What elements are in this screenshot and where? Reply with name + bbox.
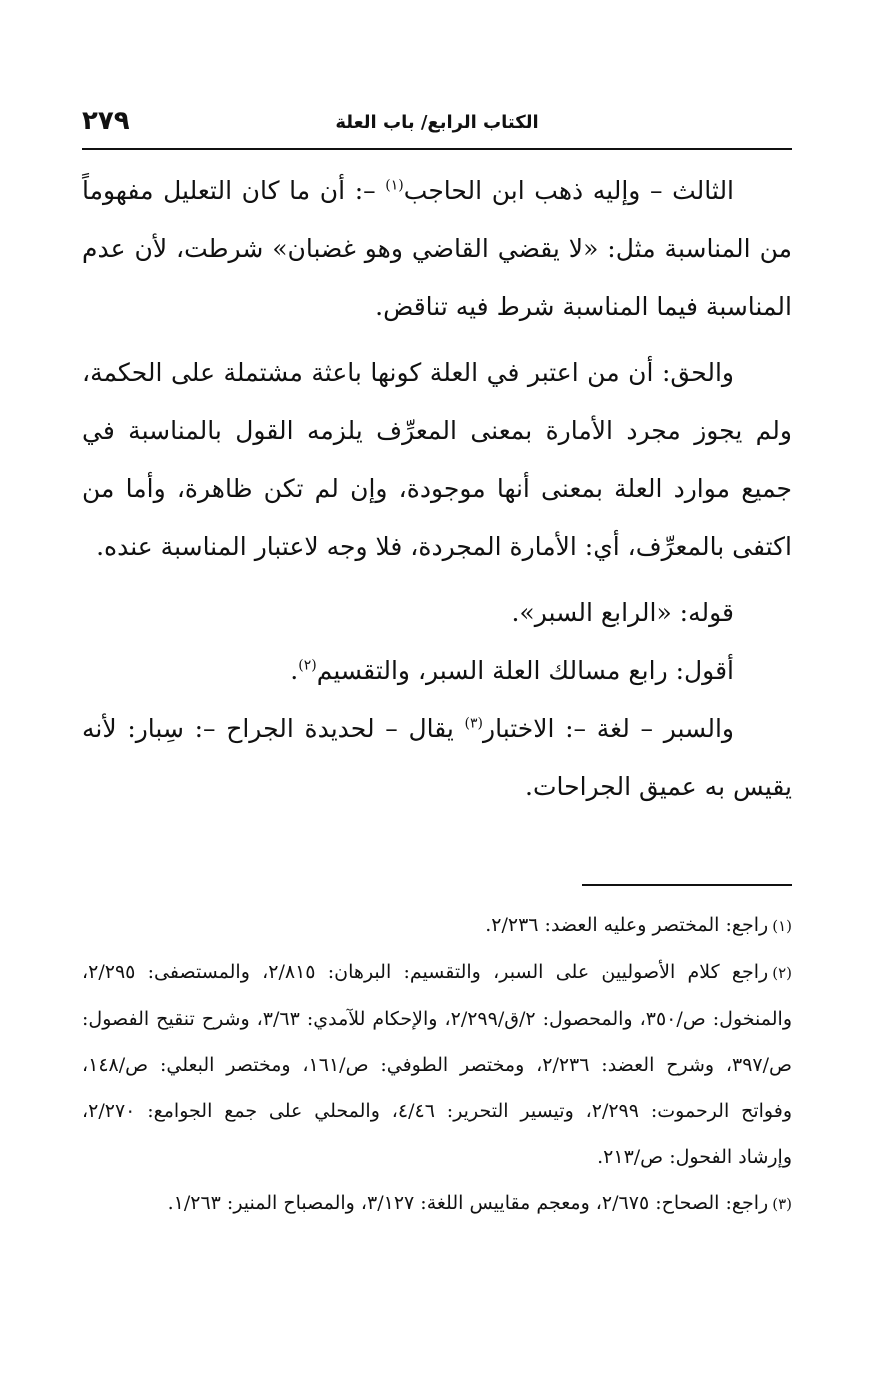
book-page — [82, 102, 793, 1214]
paragraph-5-text-b: يقال – لحديدة الجراح –: سِبار: لأنه يقيس به عميق الجراحات. — [82, 714, 792, 801]
paragraph-1-text-b: –: أن ما كان التعليل مفهوماً من المناسبة مثل: «لا يقضي القاضي وهو غضبان» شرطت، لأن عدم المناسبة فيما المناسبة شرط فيه تناقض. — [82, 176, 792, 321]
main-text — [82, 162, 792, 816]
footnote-number: (٣) — [772, 1195, 792, 1213]
paragraph-1 — [82, 162, 792, 336]
footnote-number: (٢) — [772, 964, 792, 982]
footnotes — [82, 902, 792, 1227]
page-number: ٢٧٩ — [82, 106, 130, 136]
footnote-ref-2: (٢) — [298, 657, 317, 674]
paragraph-2: والحق: أن من اعتبر في العلة كونها باعثة مشتملة على الحكمة، ولم يجوز مجرد الأمارة بمعنى المعرِّف يلزمه القول بالمناسبة في جميع موارد العلة بمعنى أنها موجودة، وإن لم تكن ظاهرة، وأما من اكتفى بالمعرِّف، أي: الأمارة المجردة، فلا وجه لاعتبار المناسبة عنده. — [82, 358, 792, 561]
footnote-text: راجع: الصحاح: ٢/٦٧٥، ومعجم مقاييس اللغة: ٣/١٢٧، والمصباح المنير: ١/٢٦٣. — [167, 1192, 769, 1214]
paragraph-5 — [82, 700, 792, 816]
paragraph-5-text-a: والسبر – لغة –: الاختبار — [483, 714, 734, 743]
footnote-text: راجع كلام الأصوليين على السبر، والتقسيم: البرهان: ٢/٨١٥، والمستصفى: ٢/٢٩٥، والمنخول: ص/٣٥٠، والمحصول: ٢/ق/٢/٢٩٩، والإحكام للآمدي: ٣/٦٣، وشرح تنقيح الفصول: ص/٣٩٧، وشرح العضد: ٢/٢٣٦، ومختصر الطوفي: ص/١٦١، ومختصر البعلي: ص/١٤٨، وفواتح الرحموت: ٢/٢٩٩، وتيسير التحرير: ٤/٤٦، والمحلي على جمع الجوامع: ٢/٢٧٠، وإرشاد الفحول: ص/٢١٣. — [82, 961, 793, 1168]
paragraph-3: قوله: «الرابع السبر». — [511, 598, 734, 627]
footnote-2 — [82, 949, 792, 1180]
running-title: الكتاب الرابع/ باب العلة — [335, 112, 539, 133]
footnote-3 — [82, 1180, 792, 1227]
footnote-1 — [82, 902, 792, 949]
footnote-separator — [582, 884, 792, 886]
footnote-ref-1: (١) — [385, 177, 404, 194]
paragraph-4-text-b: . — [290, 656, 299, 685]
footnote-text: راجع: المختصر وعليه العضد: ٢/٢٣٦. — [485, 914, 769, 936]
paragraph-1-text-a: الثالث – وإليه ذهب ابن الحاجب — [403, 176, 735, 205]
footnote-ref-3: (٣) — [464, 715, 483, 732]
page-header — [82, 102, 792, 150]
paragraph-4-text-a: أقول: رابع مسالك العلة السبر، والتقسيم — [316, 656, 734, 685]
footnote-number: (١) — [772, 917, 792, 935]
paragraph-4 — [82, 642, 792, 700]
